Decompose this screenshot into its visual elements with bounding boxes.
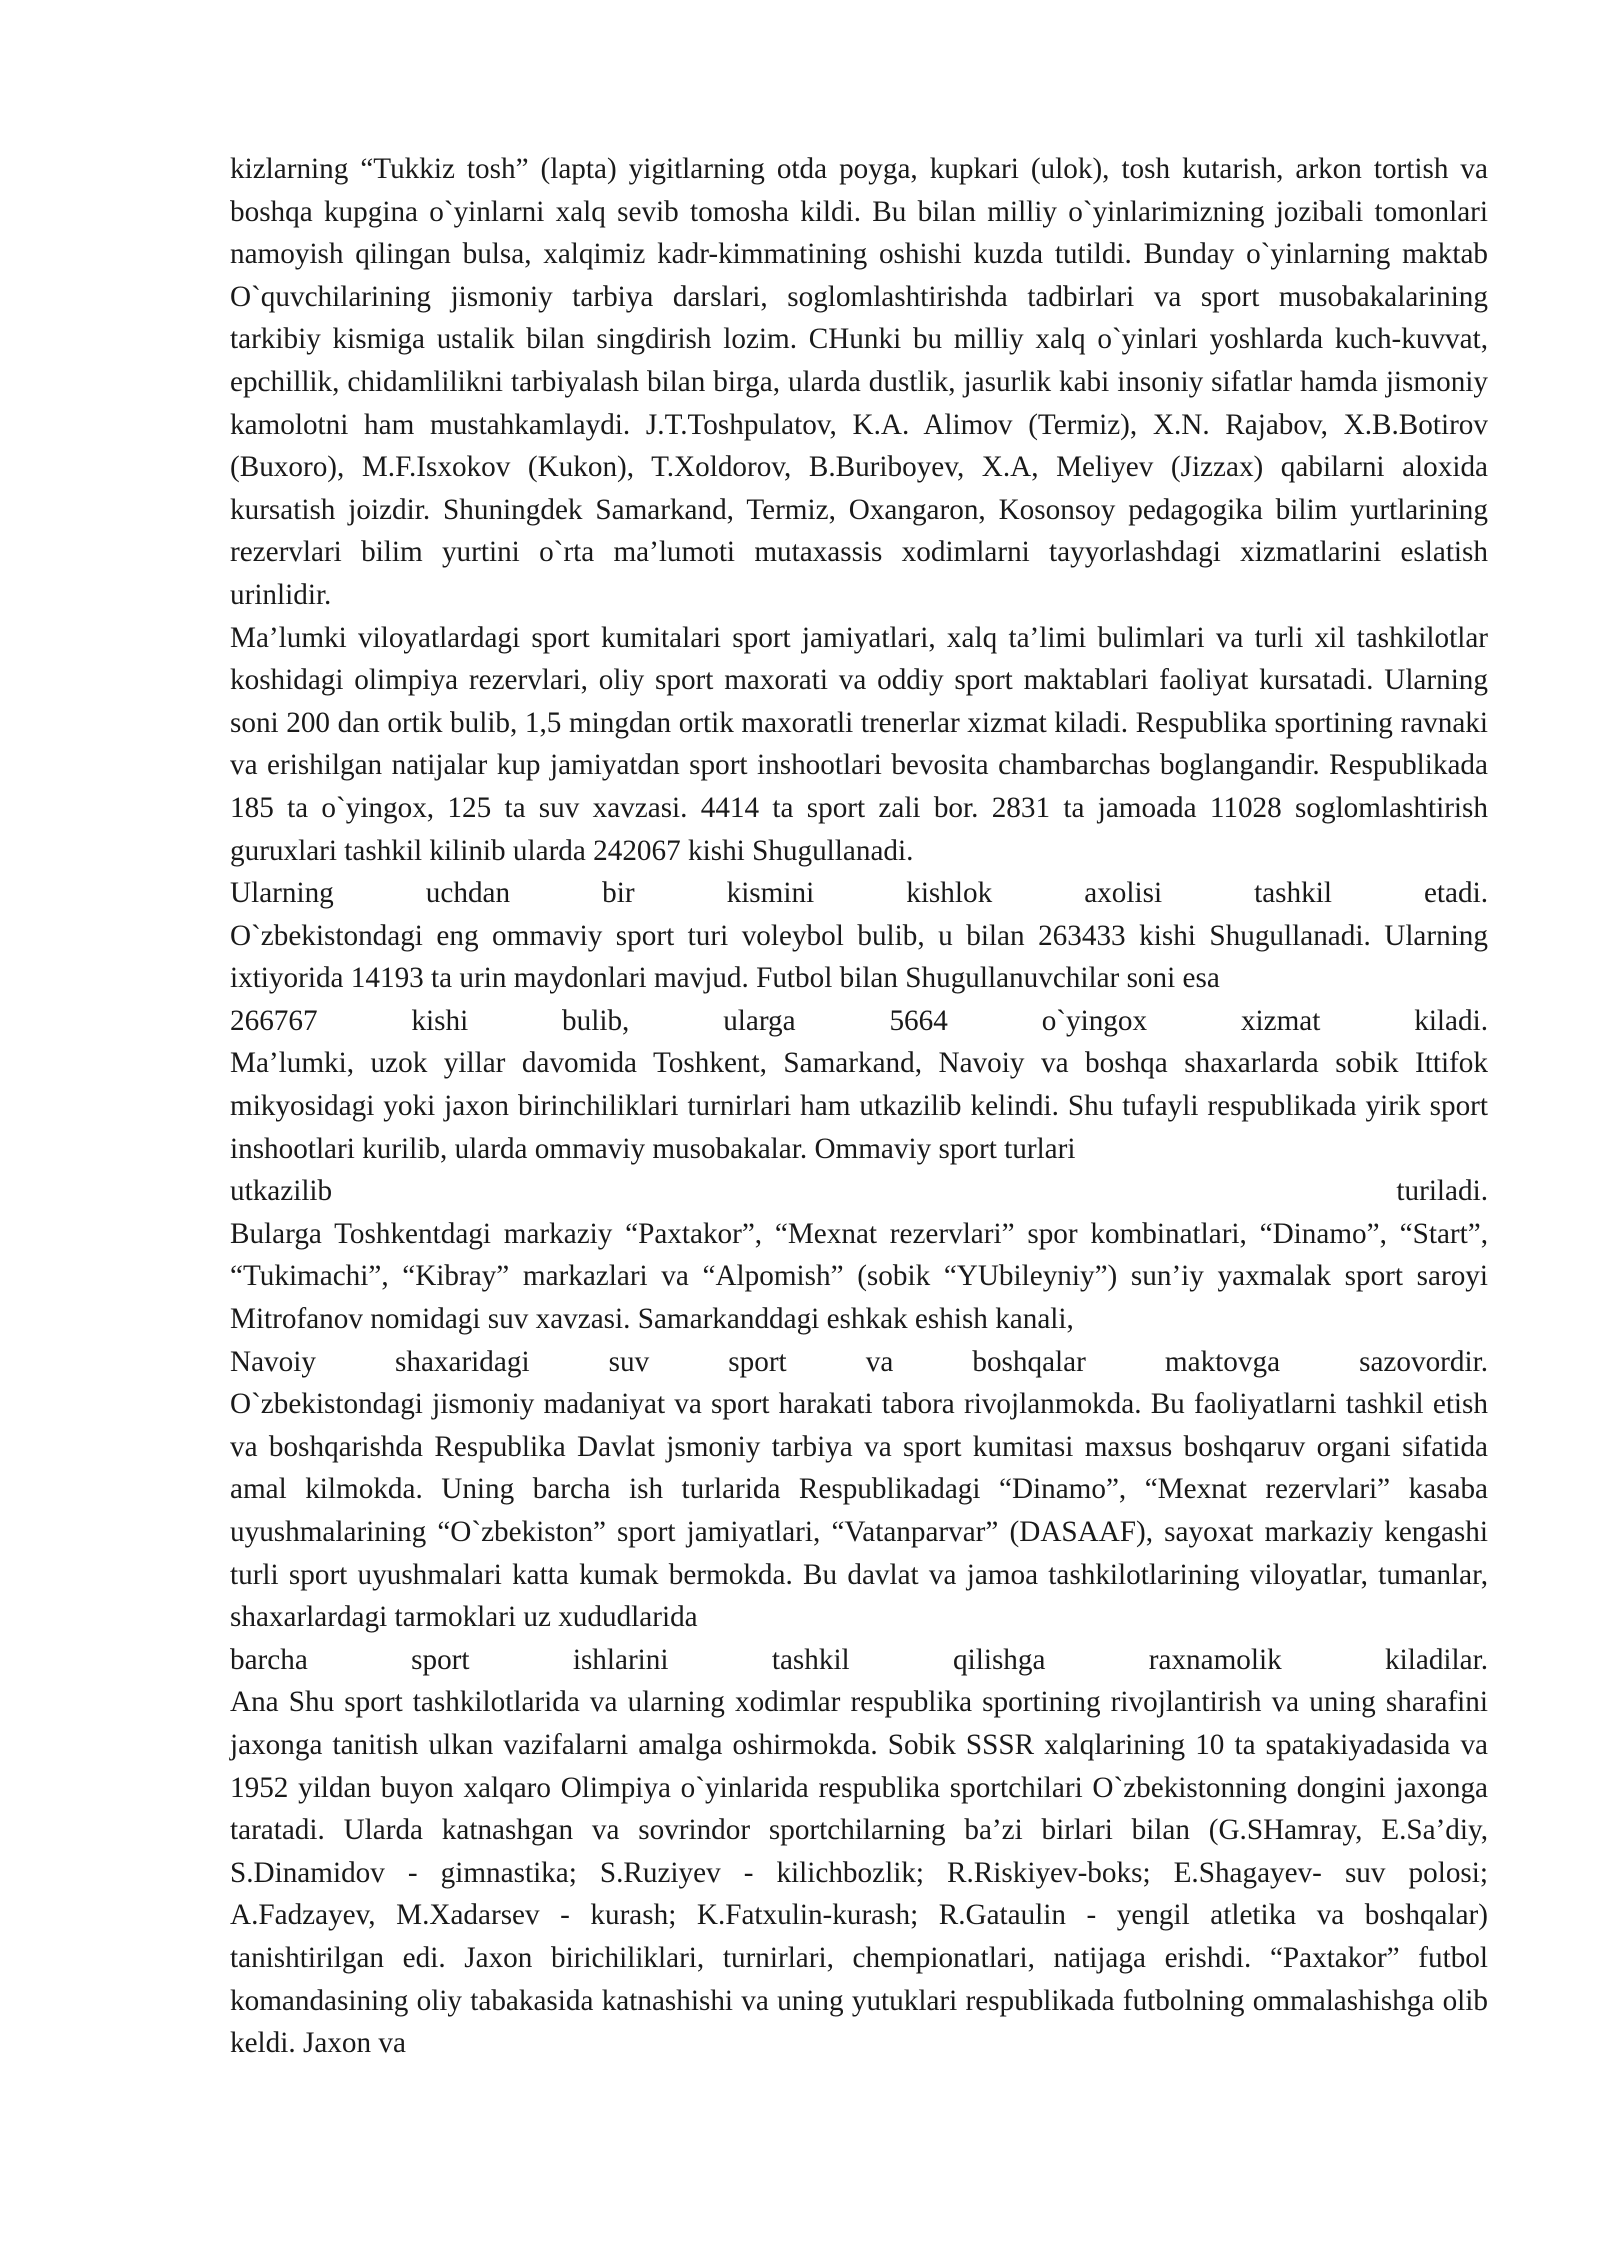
paragraph-rural-population: Ularning uchdan bir kismini kishlok axolisi tashkil etadi. [230, 877, 1488, 910]
paragraph-volleyball: O`zbekistondagi eng ommaviy sport turi voleybol bulib, u bilan 263433 kishi Shugullanadi. Ularning ixtiyorida 14193 ta urin maydonlari mavjud. Futbol bilan Shugullanuvchilar soni esa [230, 919, 1488, 995]
paragraph-sport-leadership: barcha sport ishlarini tashkil qilishga raxnamolik kiladilar. [230, 1643, 1488, 1676]
document-page [230, 148, 1488, 2228]
paragraph-athletes-achievements: Ana Shu sport tashkilotlarida va ularning xodimlar respublika sportining rivojlantirish va uning sharafini jaxonga tanitish ulkan vazifalarni amalga oshirmokda. Sobik SSSR xalqlarining 10 ta spatakiyadasida va 1952 yildan buyon xalqaro Olimpiya o`yinlarida respublika sportchilari O`zbekistonning dongini jaxonga taratadi. Ularda katnashgan va sovrindor sportchilarning ba’zi birlari bilan (G.SHamray, E.Sa’diy, S.Dinamidov - gimnastika; S.Ruziyev - kilichbozlik; R.Riskiyev-boks; E.Shagayev- suv polosi; A.Fadzayev, M.Xadarsev - kurash; K.Fatxulin-kurash; R.Gataulin - yengil atletika va boshqalar) tanishtirilgan edi. Jaxon birichiliklari, turnirlari, chempionatlari, natijaga erishdi. “Paxtakor” futbol komandasining oliy tabakasida katnashishi va uning yutuklari respublikada futbolning ommalashishga olib keldi. Jaxon va [230, 1686, 1488, 2060]
paragraph-competitions-held: utkazilib turiladi. [230, 1175, 1488, 1208]
paragraph-tournaments: Ma’lumki, uzok yillar davomida Toshkent, Samarkand, Navoiy va boshqa shaxarlarda sobik Ittifok mikyosidagi yoki jaxon birinchiliklari turnirlari ham utkazilib kelindi. Shu tufayli respublikada yirik sport inshootlari kurilib, ularda ommaviy musobakalar. Ommaviy sport turlari [230, 1047, 1488, 1165]
paragraph-sport-facilities: Bularga Toshkentdagi markaziy “Paxtakor”, “Mexnat rezervlari” spor kombinatlari, “Dinamo”, “Start”, “Tukimachi”, “Kibray” markazlari va “Alpomish” (sobik “YUbileyniy”) sun’iy yaxmalak sport saroyi Mitrofanov nomidagi suv xavzasi. Samarkanddagi eshkak eshish kanali, [230, 1217, 1488, 1336]
paragraph-football-stadiums: 266767 kishi bulib, ularga 5664 o`yingox xizmat kiladi. [230, 1004, 1488, 1037]
paragraph-sport-management: O`zbekistondagi jismoniy madaniyat va sport harakati tabora rivojlanmokda. Bu faoliyatlarni tashkil etish va boshqarishda Respublika Davlat jsmoniy tarbiya va sport kumitasi maxsus boshqaruv organi sifatida amal kilmokda. Uning barcha ish turlarida Respublikadagi “Dinamo”, “Mexnat rezervlari” kasaba uyushmalarining “O`zbekiston” sport jamiyatlari, “Vatanparvar” (DASAAF), sayoxat markaziy kengashi turli sport uyushmalari katta kumak bermokda. Bu davlat va jamoa tashkilotlarining viloyatlar, tumanlar, shaxarlardagi tarmoklari uz xududlarida [230, 1388, 1488, 1634]
paragraph-national-games: kizlarning “Tukkiz tosh” (lapta) yigitlarning otda poyga, kupkari (ulok), tosh kutarish, arkon tortish va boshqa kupgina o`yinlarni xalq sevib tomosha kildi. Bu bilan milliy o`yinlarimizning jozibali tomonlari namoyish qilingan bulsa, xalqimiz kadr-kimmatining oshishi kuzda tutildi. Bunday o`yinlarning maktab O`quvchilarining jismoniy tarbiya darslari, soglomlashtirishda tadbirlari va sport musobakalarining tarkibiy kismiga ustalik bilan singdirish lozim. CHunki bu milliy xalq o`yinlari yoshlarda kuch-kuvvat, epchillik, chidamlilikni tarbiyalash bilan birga, ularda dustlik, jasurlik kabi insoniy sifatlar hamda jismoniy kamolotni ham mustahkamlaydi. J.T.Toshpulatov, K.A. Alimov (Termiz), X.N. Rajabov, X.B.Botirov (Buxoro), M.F.Isxokov (Kukon), T.Xoldorov, B.Buriboyev, X.A, Meliyev (Jizzax) qabilarni aloxida kursatish joizdir. Shuningdek Samarkand, Termiz, Oxangaron, Kosonsoy pedagogika bilim yurtlarining rezervlari bilim yurtini o`rta ma’lumoti mutaxassis xodimlarni tayyorlashdagi xizmatlarini eslatish urinlidir. [230, 153, 1488, 611]
paragraph-navoiy-facilities: Navoiy shaxaridagi suv sport va boshqalar maktovga sazovordir. [230, 1345, 1488, 1378]
paragraph-sport-schools: Ma’lumki viloyatlardagi sport kumitalari sport jamiyatlari, xalq ta’limi bulimlari va turli xil tashkilotlar koshidagi olimpiya rezervlari, oliy sport maxorati va oddiy sport maktablari faoliyat kursatadi. Ularning soni 200 dan ortik bulib, 1,5 mingdan ortik maxoratli trenerlar xizmat kiladi. Respublika sportining ravnaki va erishilgan natijalar kup jamiyatdan sport inshootlari bevosita chambarchas boglangandir. Respublikada 185 ta o`yingox, 125 ta suv xavzasi. 4414 ta sport zali bor. 2831 ta jamoada 11028 soglomlashtirish guruxlari tashkil kilinib ularda 242067 kishi Shugullanadi. [230, 621, 1488, 867]
